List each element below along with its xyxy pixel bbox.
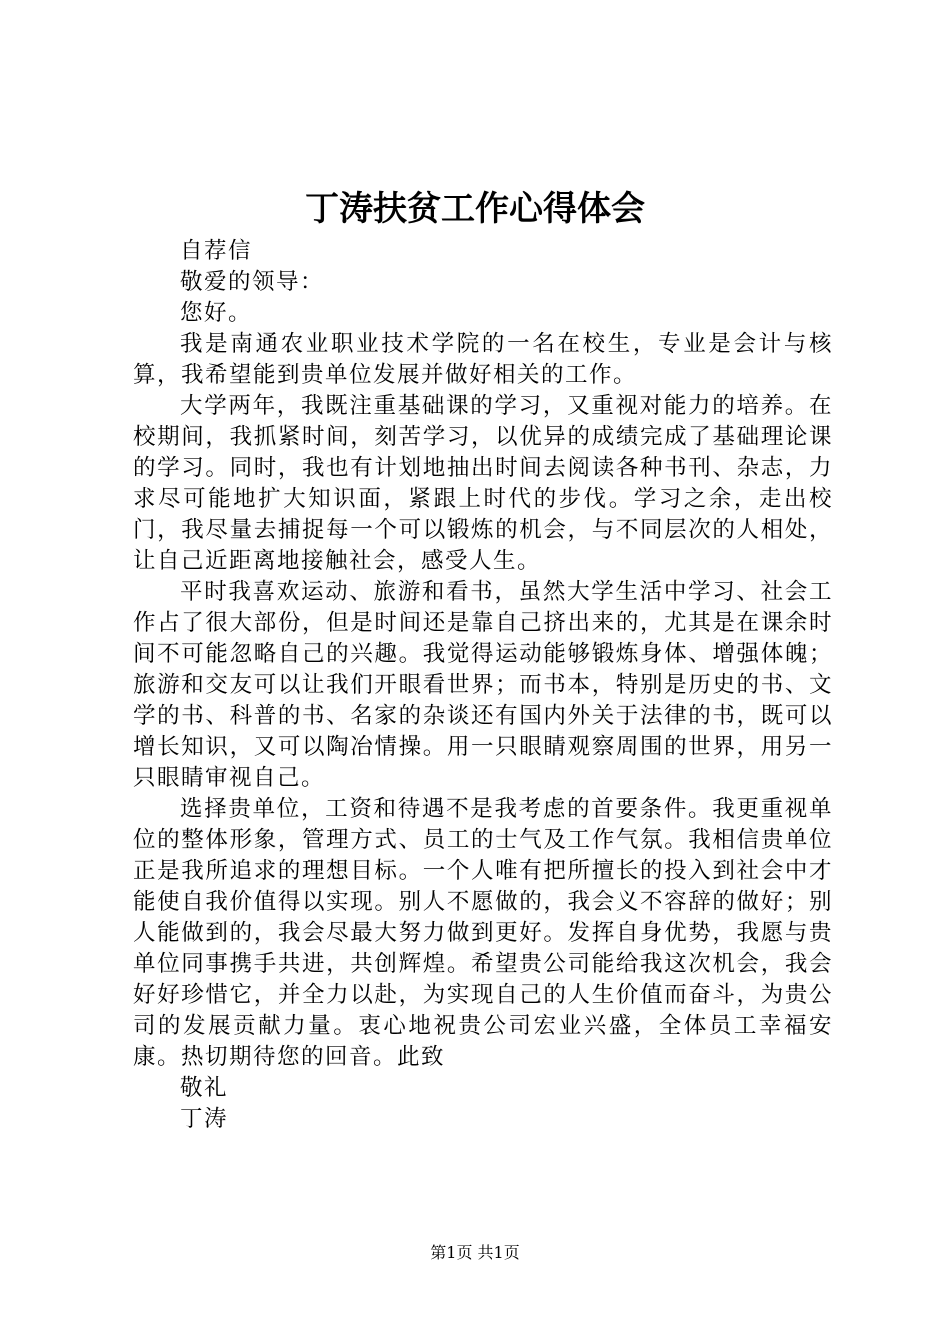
- paragraph-closing: 敬礼: [180, 1075, 229, 1101]
- paragraph-study: 大学两年，我既注重基础课的学习，又重视对能力的培养。在校期间，我抓紧时间，刻苦学习，以优异的成绩完成了基础理论课的学习。同时，我也有计划地抽出时间去阅读各种书刊、杂志，力求尽可能地扩大知识面，紧跟上时代的步伐。学习之余，走出校门，我尽量去捕捉每一个可以锻炼的机会，与不同层次的人相处，让自己近距离地接触社会，感受人生。: [133, 393, 833, 574]
- paragraph-signature: 丁涛: [180, 1106, 229, 1132]
- document-body: [133, 236, 833, 1135]
- paragraph-salutation: 敬爱的领导：: [180, 269, 325, 295]
- paragraph-greeting: 您好。: [180, 300, 253, 326]
- document-title: 丁涛扶贫工作心得体会: [305, 189, 645, 229]
- paragraph-heading: 自荐信: [180, 238, 253, 264]
- page-footer: 第1页 共1页: [430, 1243, 520, 1262]
- paragraph-hobbies: 平时我喜欢运动、旅游和看书，虽然大学生活中学习、社会工作占了很大部份，但是时间还是靠自己挤出来的，尤其是在课余时间不可能忽略自己的兴趣。我觉得运动能够锻炼身体、增强体魄；旅游和交友可以让我们开眼看世界；而书本，特别是历史的书、文学的书、科普的书、名家的杂谈还有国内外关于法律的书，既可以增长知识，又可以陶冶情操。用一只眼睛观察周围的世界，用另一只眼睛审视自己。: [133, 579, 833, 791]
- paragraph-choice: 选择贵单位，工资和待遇不是我考虑的首要条件。我更重视单位的整体形象，管理方式、员工的士气及工作气氛。我相信贵单位正是我所追求的理想目标。一个人唯有把所擅长的投入到社会中才能使自我价值得以实现。别人不愿做的，我会义不容辞的做好；别人能做到的，我会尽最大努力做到更好。发挥自身优势，我愿与贵单位同事携手共进，共创辉煌。希望贵公司能给我这次机会，我会好好珍惜它，并全力以赴，为实现自己的人生价值而奋斗，为贵公司的发展贡献力量。衷心地祝贵公司宏业兴盛，全体员工幸福安康。热切期待您的回音。此致: [133, 796, 833, 1070]
- paragraph-introduction: 我是南通农业职业技术学院的一名在校生，专业是会计与核算，我希望能到贵单位发展并做好相关的工作。: [133, 331, 833, 388]
